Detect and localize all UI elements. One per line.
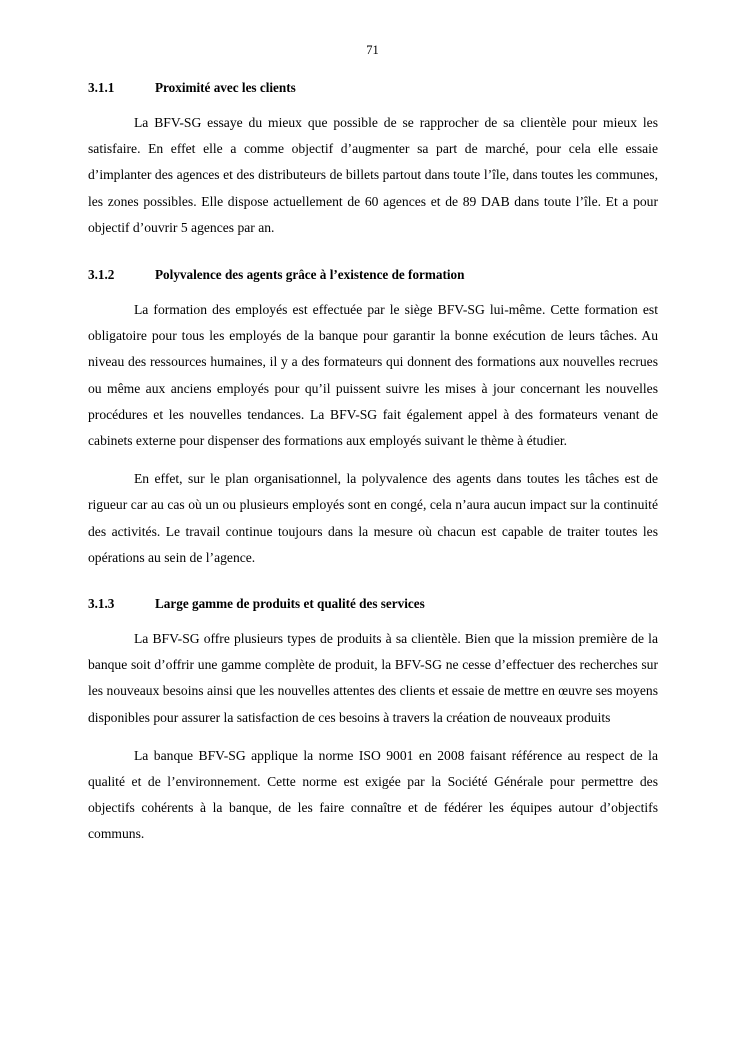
section-heading-3-1-3 (88, 596, 658, 612)
paragraph: La BFV-SG essaye du mieux que possible de se rapprocher de sa clientèle pour mieux les satisfaire. En effet elle a comme objectif d’augmenter sa part de marché, pour cela elle essaie d’implanter des agences et des distributeurs de billets partout dans toute l’île, dans toutes les communes, les zones possibles. Elle dispose actuellement de 60 agences et de 89 DAB dans toute l’île. Et a pour objectif d’ouvrir 5 agences par an. (88, 115, 658, 235)
section-title: Polyvalence des agents grâce à l’existence de formation (155, 267, 465, 283)
section-heading-3-1-1 (88, 80, 658, 96)
page-number: 71 (366, 43, 379, 57)
paragraph: En effet, sur le plan organisationnel, la polyvalence des agents dans toutes les tâches est de rigueur car au cas où un ou plusieurs employés sont en congé, cela n’aura aucun impact sur la continuité des activités. Le travail continue toujours dans la mesure où chacun est capable de traiter toutes les opérations au sein de l’agence. (88, 471, 658, 565)
paragraph: La BFV-SG offre plusieurs types de produits à sa clientèle. Bien que la mission première de la banque soit d’offrir une gamme complète de produit, la BFV-SG ne cesse d’effectuer des recherches sur les nouveaux besoins ainsi que les nouvelles attentes des clients et essaie de mettre en œuvre ses moyens disponibles pour assurer la satisfaction de ces besoins à travers la création de nouveaux produits (88, 631, 658, 725)
section-number: 3.1.3 (88, 596, 115, 612)
section-number: 3.1.1 (88, 80, 115, 95)
page-content (88, 80, 658, 848)
section-heading-3-1-2 (88, 267, 658, 283)
paragraph: La formation des employés est effectuée par le siège BFV-SG lui-même. Cette formation est obligatoire pour tous les employés de la banque pour garantir la bonne exécution de leurs tâches. Au niveau des ressources humaines, il y a des formateurs qui donnent des formations aux nouvelles recrues ou même aux anciens employés pour qu’il puissent suivre les mises à jour concernant les nouvelles procédures et les nouvelles tendances. La BFV-SG fait également appel à des formateurs venant de cabinets externe pour dispenser des formations aux employés suivant le thème à étudier. (88, 302, 658, 449)
section-title: Large gamme de produits et qualité des services (155, 596, 425, 612)
section-title: Proximité avec les clients (155, 80, 296, 95)
section-number: 3.1.2 (88, 267, 115, 283)
paragraph: La banque BFV-SG applique la norme ISO 9001 en 2008 faisant référence au respect de la qualité et de l’environnement. Cette norme est exigée par la Société Générale pour permettre des objectifs cohérents à la banque, de les faire connaître et de fédérer les équipes autour d’objectifs communs. (88, 747, 658, 842)
